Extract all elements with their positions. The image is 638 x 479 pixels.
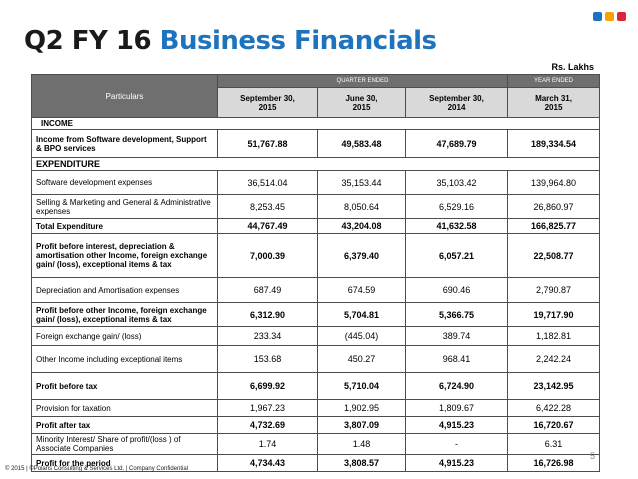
row-value: 1.48	[318, 434, 406, 455]
row-label: Other Income including exceptional items	[32, 346, 218, 373]
row-value: 1,967.23	[218, 400, 318, 417]
column-date-line: 2014	[447, 102, 466, 112]
row-value: 690.46	[406, 278, 508, 303]
group-header-row	[32, 75, 600, 88]
brand-dots	[593, 12, 626, 21]
financials-table	[31, 74, 600, 472]
row-label: Total Expenditure	[32, 219, 218, 234]
row-value: 43,204.08	[318, 219, 406, 234]
quarter-ended-header: QUARTER ENDED	[218, 75, 508, 88]
title-period: Q2 FY 16	[24, 26, 152, 56]
row-value: 968.41	[406, 346, 508, 373]
row-value: -	[406, 434, 508, 455]
row-value: 5,366.75	[406, 303, 508, 327]
row-value: 5,710.04	[318, 373, 406, 400]
row-value: 47,689.79	[406, 130, 508, 158]
row-value: 7,000.39	[218, 234, 318, 278]
table-row	[32, 130, 600, 158]
column-date-line: 2015	[544, 102, 563, 112]
column-date-header	[508, 88, 600, 118]
row-label: Selling & Marketing and General & Administrative expenses	[32, 195, 218, 219]
row-label: EXPENDITURE	[32, 158, 600, 171]
table-row	[32, 118, 600, 130]
row-label: Income from Software development, Support & BPO services	[32, 130, 218, 158]
row-value: 2,790.87	[508, 278, 600, 303]
units-label: Rs. Lakhs	[551, 62, 594, 72]
column-date-header	[406, 88, 508, 118]
row-value: 450.27	[318, 346, 406, 373]
row-value: 6,312.90	[218, 303, 318, 327]
row-value: 8,253.45	[218, 195, 318, 219]
brand-dot	[617, 12, 626, 21]
row-value: 6.31	[508, 434, 600, 455]
row-value: 23,142.95	[508, 373, 600, 400]
title-subject: Business Financials	[159, 26, 437, 56]
table-row	[32, 303, 600, 327]
row-value: (445.04)	[318, 327, 406, 346]
row-value: 35,103.42	[406, 171, 508, 195]
row-value: 36,514.04	[218, 171, 318, 195]
row-value: 1.74	[218, 434, 318, 455]
column-date-line: 2015	[258, 102, 277, 112]
table-row	[32, 327, 600, 346]
row-label: Profit before other Income, foreign exchange gain/ (loss), exceptional items & tax	[32, 303, 218, 327]
row-value: 6,724.90	[406, 373, 508, 400]
column-date-line: September 30,	[240, 93, 295, 103]
row-value: 35,153.44	[318, 171, 406, 195]
row-value: 166,825.77	[508, 219, 600, 234]
row-value: 139,964.80	[508, 171, 600, 195]
column-date-header	[318, 88, 406, 118]
row-value: 153.68	[218, 346, 318, 373]
row-value: 6,422.28	[508, 400, 600, 417]
row-value: 6,529.16	[406, 195, 508, 219]
column-date-header	[218, 88, 318, 118]
row-label: INCOME	[32, 118, 600, 130]
row-value: 51,767.88	[218, 130, 318, 158]
row-label: Profit before tax	[32, 373, 218, 400]
row-value: 189,334.54	[508, 130, 600, 158]
row-value: 16,720.67	[508, 417, 600, 434]
brand-dot	[605, 12, 614, 21]
particulars-header: Particulars	[32, 75, 218, 118]
column-date-line: September 30,	[429, 93, 484, 103]
row-value: 6,057.21	[406, 234, 508, 278]
row-value: 1,809.67	[406, 400, 508, 417]
table-row	[32, 158, 600, 171]
row-value: 41,632.58	[406, 219, 508, 234]
row-value: 22,508.77	[508, 234, 600, 278]
row-label: Minority Interest/ Share of profit/(loss ) of Associate Companies	[32, 434, 218, 455]
financials-body	[32, 75, 600, 472]
table-row	[32, 278, 600, 303]
row-value: 49,583.48	[318, 130, 406, 158]
column-date-line: 2015	[352, 102, 371, 112]
row-value: 674.59	[318, 278, 406, 303]
row-value: 16,726.98	[508, 455, 600, 472]
row-value: 3,807.09	[318, 417, 406, 434]
row-label: Foreign exchange gain/ (loss)	[32, 327, 218, 346]
table-row	[32, 400, 600, 417]
row-value: 44,767.49	[218, 219, 318, 234]
table-row	[32, 434, 600, 455]
table-row	[32, 373, 600, 400]
table-row	[32, 171, 600, 195]
column-date-line: March 31,	[535, 93, 572, 103]
row-value: 4,915.23	[406, 455, 508, 472]
row-value: 4,732.69	[218, 417, 318, 434]
brand-dot	[593, 12, 602, 21]
row-value: 4,915.23	[406, 417, 508, 434]
row-value: 19,717.90	[508, 303, 600, 327]
row-value: 4,734.43	[218, 455, 318, 472]
row-label: Provision for taxation	[32, 400, 218, 417]
row-value: 26,860.97	[508, 195, 600, 219]
row-value: 233.34	[218, 327, 318, 346]
row-value: 1,902.95	[318, 400, 406, 417]
row-label: Profit before interest, depreciation & amortisation other Income, foreign exchange gain/ (loss), exceptional items & tax	[32, 234, 218, 278]
table-row	[32, 195, 600, 219]
row-value: 5,704.81	[318, 303, 406, 327]
page-title	[24, 26, 437, 56]
page-number: 5	[590, 451, 596, 461]
row-value: 1,182.81	[508, 327, 600, 346]
row-value: 389.74	[406, 327, 508, 346]
column-date-line: June 30,	[345, 93, 378, 103]
row-value: 6,699.92	[218, 373, 318, 400]
footer-text: © 2015 | ©Polaris Consulting & Services Ltd. | Company Confidential	[5, 466, 189, 472]
row-label: Profit after tax	[32, 417, 218, 434]
table-row	[32, 219, 600, 234]
year-ended-header: YEAR ENDED	[508, 75, 600, 88]
row-value: 2,242.24	[508, 346, 600, 373]
table-row	[32, 417, 600, 434]
row-value: 8,050.64	[318, 195, 406, 219]
row-value: 6,379.40	[318, 234, 406, 278]
row-value: 687.49	[218, 278, 318, 303]
table-row	[32, 234, 600, 278]
table-row	[32, 346, 600, 373]
row-value: 3,808.57	[318, 455, 406, 472]
row-label: Software development expenses	[32, 171, 218, 195]
row-label: Profit for the period	[32, 455, 218, 472]
row-label: Depreciation and Amortisation expenses	[32, 278, 218, 303]
